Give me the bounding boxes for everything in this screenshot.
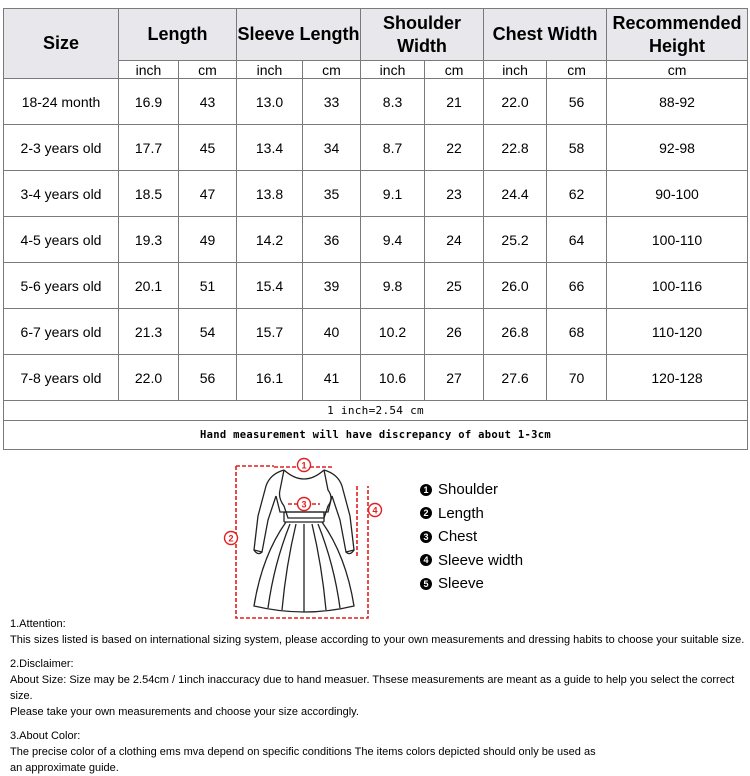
cell-chest-cm: 62: [547, 171, 607, 217]
marker-2: [225, 532, 238, 545]
cell-sleeve-cm: 34: [303, 125, 361, 171]
cell-shoulder-cm: 23: [425, 171, 484, 217]
legend-item: [420, 478, 523, 502]
header-size: Size: [4, 9, 119, 79]
header-sleeve-length: Sleeve Length: [237, 9, 361, 61]
color-text: an approximate guide.: [10, 762, 119, 774]
size-cell: 4-5 years old: [4, 217, 119, 263]
cell-shoulder-cm: 21: [425, 79, 484, 125]
legend-label: Length: [438, 504, 484, 522]
legend-item: [420, 525, 523, 549]
cell-sleeve-cm: 33: [303, 79, 361, 125]
cell-height: 100-116: [607, 263, 748, 309]
unit-cell: inch: [484, 61, 547, 79]
legend-label: Sleeve: [438, 575, 484, 593]
cell-chest-cm: 64: [547, 217, 607, 263]
dress-measurement-diagram: [218, 446, 390, 622]
header-recommended-height: Recommended Height: [607, 9, 748, 61]
cell-sleeve-in: 16.1: [237, 355, 303, 401]
size-chart-table: [3, 8, 748, 450]
cell-length-in: 21.3: [119, 309, 179, 355]
table-row: [4, 217, 748, 263]
cell-shoulder-cm: 25: [425, 263, 484, 309]
unit-cell: cm: [547, 61, 607, 79]
cell-height: 90-100: [607, 171, 748, 217]
cell-height: 88-92: [607, 79, 748, 125]
cell-shoulder-cm: 27: [425, 355, 484, 401]
color-title: 3.About Color:: [10, 730, 81, 742]
legend-number-icon: 3: [420, 531, 432, 543]
cell-sleeve-in: 15.4: [237, 263, 303, 309]
conversion-note: 1 inch=2.54 cm: [4, 401, 748, 421]
cell-chest-in: 22.0: [484, 79, 547, 125]
cell-length-cm: 56: [179, 355, 237, 401]
unit-cell: cm: [607, 61, 748, 79]
cell-length-cm: 43: [179, 79, 237, 125]
legend-item: [420, 549, 523, 573]
cell-chest-cm: 68: [547, 309, 607, 355]
cell-shoulder-in: 9.1: [361, 171, 425, 217]
legend-label: Chest: [438, 528, 478, 546]
cell-shoulder-in: 9.8: [361, 263, 425, 309]
cell-shoulder-cm: 22: [425, 125, 484, 171]
cell-chest-in: 27.6: [484, 355, 547, 401]
table-row: [4, 79, 748, 125]
cell-shoulder-in: 10.2: [361, 309, 425, 355]
discrepancy-note: Hand measurement will have discrepancy of about 1-3cm: [4, 421, 748, 450]
unit-cell: inch: [361, 61, 425, 79]
cell-shoulder-in: 10.6: [361, 355, 425, 401]
cell-length-cm: 45: [179, 125, 237, 171]
cell-length-in: 19.3: [119, 217, 179, 263]
disclaimer-text: About Size: Size may be 2.54cm / 1inch inaccuracy due to hand measuer. Thsese measurements are meant as a guide to help you select the correct size.: [10, 674, 735, 702]
attention-title: 1.Attention:: [10, 618, 66, 630]
legend-item: [420, 502, 523, 526]
legend-number-icon: 1: [420, 484, 432, 496]
unit-cell: inch: [237, 61, 303, 79]
marker-3: [298, 498, 311, 511]
notes-section: [10, 616, 745, 776]
cell-height: 92-98: [607, 125, 748, 171]
unit-cell: inch: [119, 61, 179, 79]
legend-number-icon: 5: [420, 578, 432, 590]
cell-sleeve-cm: 39: [303, 263, 361, 309]
legend-number-icon: 4: [420, 554, 432, 566]
attention-text: This sizes listed is based on international sizing system, please according to your own measurements and dressing habits to choose your suitable size.: [10, 634, 745, 646]
cell-length-in: 20.1: [119, 263, 179, 309]
cell-shoulder-in: 8.3: [361, 79, 425, 125]
table-header-row: [4, 9, 748, 61]
header-chest-width: Chest Width: [484, 9, 607, 61]
disclaimer-title: 2.Disclaimer:: [10, 658, 74, 670]
legend-label: Sleeve width: [438, 551, 524, 569]
dress-outline: [254, 470, 354, 612]
legend-number-icon: 2: [420, 507, 432, 519]
svg-text:4: 4: [372, 505, 378, 516]
cell-length-cm: 49: [179, 217, 237, 263]
cell-shoulder-in: 9.4: [361, 217, 425, 263]
cell-height: 110-120: [607, 309, 748, 355]
size-cell: 6-7 years old: [4, 309, 119, 355]
cell-length-in: 22.0: [119, 355, 179, 401]
cell-shoulder-in: 8.7: [361, 125, 425, 171]
cell-sleeve-in: 14.2: [237, 217, 303, 263]
cell-height: 120-128: [607, 355, 748, 401]
legend-item: [420, 572, 523, 596]
table-row: [4, 309, 748, 355]
header-length: Length: [119, 9, 237, 61]
unit-cell: cm: [303, 61, 361, 79]
unit-cell: cm: [179, 61, 237, 79]
disclaimer-text: Please take your own measurements and choose your size accordingly.: [10, 706, 359, 718]
table-row: [4, 263, 748, 309]
marker-1: [298, 459, 311, 472]
table-row: [4, 125, 748, 171]
conversion-note-row: [4, 401, 748, 421]
cell-height: 100-110: [607, 217, 748, 263]
cell-chest-cm: 70: [547, 355, 607, 401]
cell-chest-cm: 66: [547, 263, 607, 309]
measurement-legend: [420, 478, 523, 596]
marker-4: [369, 504, 382, 517]
size-cell: 2-3 years old: [4, 125, 119, 171]
table-row: [4, 171, 748, 217]
cell-shoulder-cm: 26: [425, 309, 484, 355]
cell-sleeve-cm: 41: [303, 355, 361, 401]
cell-length-in: 16.9: [119, 79, 179, 125]
size-cell: 3-4 years old: [4, 171, 119, 217]
color-text: The precise color of a clothing ems mva depend on specific conditions The items colors depicted should only be used as: [10, 746, 596, 758]
cell-shoulder-cm: 24: [425, 217, 484, 263]
unit-cell: cm: [425, 61, 484, 79]
cell-sleeve-in: 13.0: [237, 79, 303, 125]
svg-text:2: 2: [228, 533, 234, 544]
cell-chest-in: 26.0: [484, 263, 547, 309]
cell-length-cm: 51: [179, 263, 237, 309]
cell-sleeve-in: 15.7: [237, 309, 303, 355]
cell-sleeve-in: 13.4: [237, 125, 303, 171]
header-shoulder-width: Shoulder Width: [361, 9, 484, 61]
cell-length-in: 17.7: [119, 125, 179, 171]
cell-sleeve-in: 13.8: [237, 171, 303, 217]
svg-text:1: 1: [301, 460, 307, 471]
cell-chest-cm: 58: [547, 125, 607, 171]
table-row: [4, 355, 748, 401]
cell-chest-in: 25.2: [484, 217, 547, 263]
cell-length-cm: 54: [179, 309, 237, 355]
size-cell: 5-6 years old: [4, 263, 119, 309]
legend-label: Shoulder: [438, 481, 499, 499]
cell-chest-in: 26.8: [484, 309, 547, 355]
cell-chest-in: 24.4: [484, 171, 547, 217]
size-cell: 18-24 month: [4, 79, 119, 125]
cell-sleeve-cm: 36: [303, 217, 361, 263]
cell-sleeve-cm: 35: [303, 171, 361, 217]
size-cell: 7-8 years old: [4, 355, 119, 401]
cell-sleeve-cm: 40: [303, 309, 361, 355]
svg-text:3: 3: [301, 499, 307, 510]
cell-length-in: 18.5: [119, 171, 179, 217]
cell-length-cm: 47: [179, 171, 237, 217]
cell-chest-cm: 56: [547, 79, 607, 125]
cell-chest-in: 22.8: [484, 125, 547, 171]
